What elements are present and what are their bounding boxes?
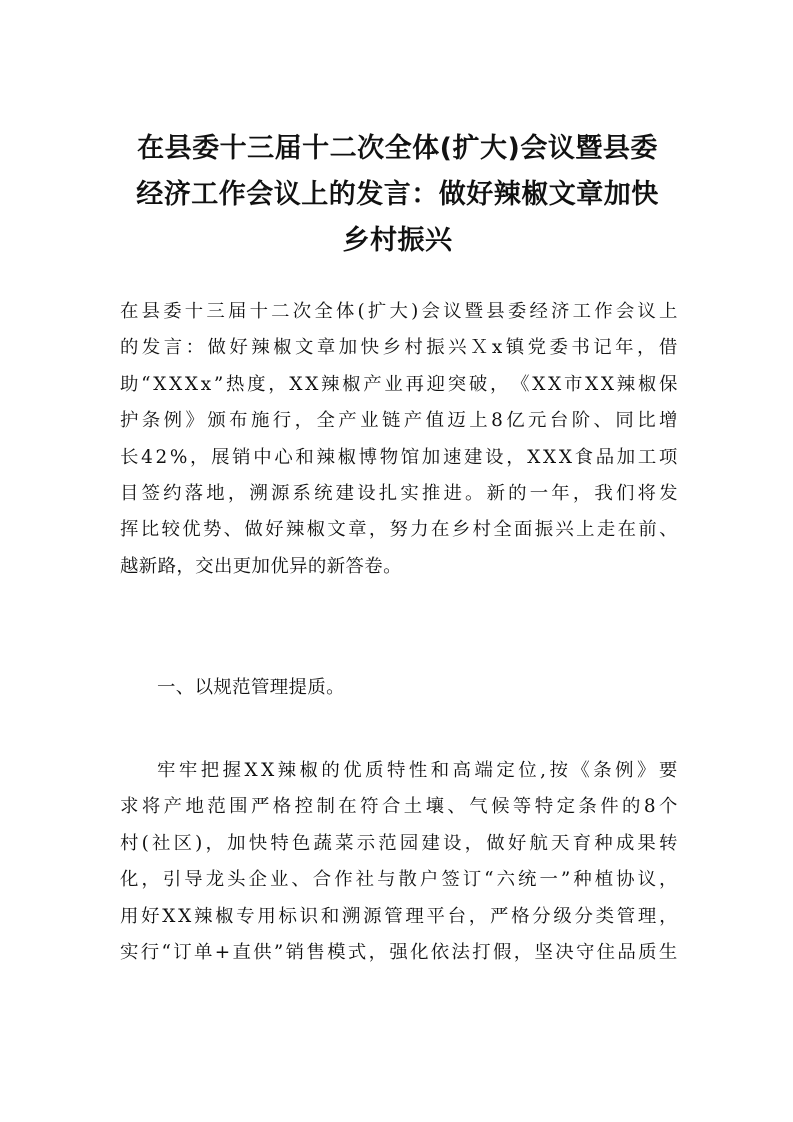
paragraph-line: 化 ， 引 导 龙 头 企 业 、 合 作 社 与 散 户 签 订 “ 六 统 一 ” 种 植 协 议 ，: [120, 869, 678, 891]
paragraph-line: 村 ( 社 区 ) ， 加 快 特 色 蔬 菜 示 范 园 建 设 ， 做 好 航 天 育 种 成 果 转: [120, 832, 678, 854]
paragraph-line: 的 发 言 ： 做 好 辣 椒 文 章 加 快 乡 村 振 兴 Ｘ x 镇 党 委 书 记 年 ， 借: [120, 337, 678, 359]
paragraph-line: 实 行 “ 订 单 + 直 供 ” 销 售 模 式 ， 强 化 依 法 打 假 ， 坚 决 守 住 品 质 生: [120, 942, 678, 964]
paragraph-line: 在 县 委 十 三 届 十 二 次 全 体 ( 扩 大 ) 会 议 暨 县 委 经 济 工 作 会 议 上: [120, 301, 678, 322]
title-line: 乡村振兴: [342, 225, 453, 256]
title-line: 在县委十三届十二次全体(扩大)会议暨县委: [137, 133, 658, 164]
document-title: [110, 126, 685, 264]
section-paragraph: [120, 753, 678, 971]
paragraph-line: 目 签 约 落 地 ， 溯 源 系 统 建 设 扎 实 推 进 。 新 的 一 年 ， 我 们 将 发: [120, 483, 678, 505]
paragraph-line: 助 “ X X X x ” 热 度 ， X X 辣 椒 产 业 再 迎 突 破 ， 《 X X 市 X X 辣 椒 保: [120, 373, 678, 395]
paragraph-line: 护 条 例 》 颁 布 施 行 ， 全 产 业 链 产 值 迈 上 8 亿 元 台 阶 、 同 比 增: [120, 410, 678, 432]
paragraph-line: 长 4 2 % ， 展 销 中 心 和 辣 椒 博 物 馆 加 速 建 设 ， X X X 食 品 加 工 项: [120, 446, 678, 468]
paragraph-line: 用 好 X X 辣 椒 专 用 标 识 和 溯 源 管 理 平 台 ， 严 格 分 级 分 类 管 理 ，: [120, 905, 678, 927]
intro-paragraph: [120, 294, 678, 585]
title-line: 经济工作会议上的发言：做好辣椒文章加快: [136, 179, 659, 210]
paragraph-line: 求 将 产 地 范 围 严 格 控 制 在 符 合 土 壤 、 气 候 等 特 定 条 件 的 8 个: [120, 796, 678, 818]
section-heading: [120, 670, 715, 706]
paragraph-line: 牢 牢 把 握 X X 辣 椒 的 优 质 特 性 和 高 端 定 位 , 按 《 条 例 》 要: [157, 760, 678, 781]
heading-text: 一、以规范管理提质。: [157, 677, 345, 698]
paragraph-line: 挥 比 较 优 势 、 做 好 辣 椒 文 章 ， 努 力 在 乡 村 全 面 振 兴 上 走 在 前 、: [120, 519, 678, 541]
paragraph-line: 越新路，交出更加优异的新答卷。: [120, 555, 402, 577]
